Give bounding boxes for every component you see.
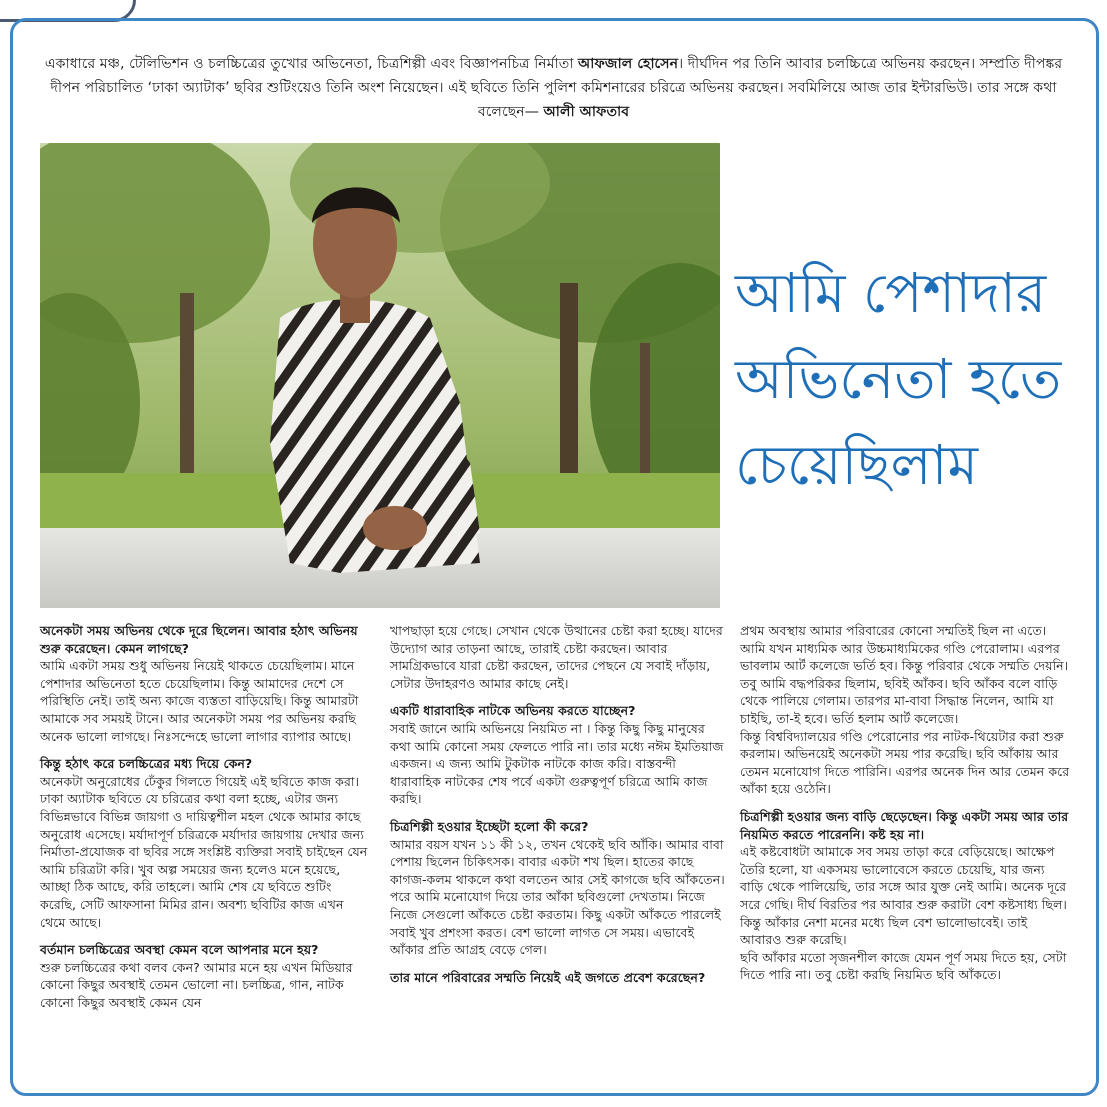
headline-line-1: আমি পেশাদার	[735, 261, 1047, 325]
column-3	[740, 622, 1070, 984]
intro-paragraph	[40, 52, 1067, 124]
headline	[735, 250, 1085, 508]
answer: আমি একটা সময় শুধু অভিনয় নিয়েই থাকতে চেয়েছিলাম। মানে পেশাদার অভিনেতা হতে চেয়েছিলাম। কিন্তু আমাদের দেশে সে পরিস্থিতি নেই। তাই অন্য কাজে ব্যস্ততা বাড়িয়েছি। কিন্তু আমারটা আমাকে সব সময়ই টানে। আর অনেকটা সময় পর অভিনয় করছি অনেক ভালো লাগছে। নিঃসন্দেহে ভালো লাগার ব্যাপার আছে।	[40, 658, 359, 744]
answer: প্রথম অবস্থায় আমার পরিবারের কোনো সম্মতিই ছিল না এতে। আমি যখন মাধ্যমিক আর উচ্চমাধ্যমিকের গণ্ডি পেরোলাম। এরপর ভাবলাম আর্ট কলেজে ভর্তি হব। কিন্তু পরিবার থেকে সম্মতি দেয়নি। তবু আমি বদ্ধপরিকর ছিলাম, ছবিই আঁকব। ছবি আঁকব বলে বাড়ি থেকে পালিয়ে গেলাম। তারপর মা-বাবা সিদ্ধান্ত নিলেন, আমি যা চাইছি, তা-ই হবে। ভর্তি হলাম আর্ট কলেজে। কিন্তু বিশ্ববিদ্যালয়ের গণ্ডি পেরোনোর পর নাটক-থিয়েটার করা শুরু করলাম। অভিনয়েই অনেকটা সময় পার করেছি। ছবি আঁকায় আর তেমন মনোযোগ দিতে পারিনি। এরপর অনেক দিন আর তেমন করে আঁকা হয়ে ওঠেনি।	[740, 623, 1070, 797]
intro-text-1: একাধারে মঞ্চ, টেলিভিশন ও চলচ্চিত্রের তুখোর অভিনেতা, চিত্রশিল্পী এবং বিজ্ঞাপনচিত্র নির্মাতা	[44, 56, 578, 72]
column-2	[390, 622, 728, 986]
answer: এই কষ্টবোধটা আমাকে সব সময় তাড়া করে বেড়িয়েছে। আক্ষেপ তৈরি হলো, যা একসময় ভালোবেসে করতে চেয়েছি, যার জন্য বাড়ি থেকে পালিয়েছি, তার সঙ্গে আর যুক্ত নেই আমি। অনেক দূরে সরে গেছি। দীর্ঘ বিরতির পর আবার শুরু করাটা বেশ কষ্টসাধ্য ছিল। কিন্তু আঁকার নেশা মনের মধ্যে ছিল বেশ ভালোভাবেই। তাই আবারও শুরু করেছি। ছবি আঁকার মতো সৃজনশীল কাজে যেমন পূর্ণ সময় দিতে হয়, সেটা দিতে পারি না। তবু চেষ্টা করছি নিয়মিত ছবি আঁকতে।	[740, 844, 1067, 983]
answer: শুরু চলচ্চিত্রের কথা বলব কেন? আমার মনে হয় এখন মিডিয়ার কোনো কিছুর অবস্থাই তেমন ভোলো না। চলচ্চিত্র, গান, নাটক কোনো কিছুর অবস্থাই কেমন যেন	[40, 959, 353, 1010]
headline-line-3: চেয়েছিলাম	[735, 433, 979, 497]
question: কিন্তু হঠাৎ করে চলচ্চিত্রের মধ্য দিয়ে কেন?	[40, 756, 253, 772]
answer: সবাই জানে আমি অভিনয়ে নিয়মিত না । কিন্তু কিছু কিছু মানুষের কথা আমি কোনো সময় ফেলতে পারি না। তার মধ্যে নঈম ইমতিয়াজ একজন। এ জন্য আমি টুকটাক নাটকে কাজ করি। বাস্তবন্দী ধারাবাহিক নাটকের শেষ পর্বে একটা গুরুত্বপূর্ণ চরিত্রে আমি কাজ করছি।	[390, 720, 724, 807]
interviewer-name: আলী আফতাব	[543, 104, 630, 120]
answer: আমার বয়স যখন ১১ কী ১২, তখন থেকেই ছবি আঁকি। আমার বাবা পেশায় ছিলেন চিকিৎসক। বাবার একটা শখ ছিল। হাতের কাছে কাগজ-কলম থাকলে কথা বলতেন আর সেই কাগজে ছবি আঁকতেন। পরে আমি মনোযোগ দিয়ে তার আঁকা ছবিগুলো দেখতাম। নিজে নিজে সেগুলো আঁকতে চেষ্টা করতাম। কিছু একটা আঁকতে পারলেই সবাই খুব প্রশংসা করত। বেশ ভালো লাগত সে সময়। এভাবেই আঁকার প্রতি আগ্রহ বেড়ে গেল।	[390, 836, 725, 958]
question: তার মানে পরিবারের সম্মতি নিয়েই এই জগতে প্রবেশ করেছেন?	[390, 969, 706, 985]
answer: অনেকটা অনুরোধের ঢেঁকুর গিলতে গিয়েই এই ছবিতে কাজ করা। ঢাকা অ্যাটাক ছবিতে যে চরিত্রের কথা বলা হচ্ছে, এটার জন্য বিভিন্নভাবে বিভিন্ন জায়গা ও দায়িত্বশীল মহল থেকে আমার কাছে অনুরোধ এসেছে। মর্যাদাপূর্ণ চরিত্রকে মর্যাদার জায়গায় দেখার জন্য নির্মাতা-প্রযোজক বা ছবির সঙ্গে সংশ্লিষ্ট ব্যক্তিরা সবাই চাইছেন যেন আমি চরিত্রটা করি। খুব অল্প সময়ের জন্য হলেও মনে হয়েছে, আচ্ছা ঠিক আছে, করি তাহলে। আমি শেষ যে ছবিতে শুটিং করেছি, সেটি আফসানা মিমির রান। অবশ্য ছবিটির কাজ এখন থেমে আছে।	[40, 773, 368, 930]
intro-text-2: । দীর্ঘদিন পর তিনি আবার চলচ্চিত্রে অভিনয় করছেন। সম্প্রতি দীপঙ্কর দীপন পরিচালিত ‘ঢাকা অ্যাটাক’ ছবির শুটিংয়েও তিনি অংশ নিয়েছেন। এই ছবিতে তিনি পুলিশ কমিশনারের চরিত্রে অভিনয় করছেন। সবমিলিয়ে আজ তার ইন্টারভিউ। তার সঙ্গে কথা বলেছেন—	[50, 56, 1063, 120]
headline-line-2: অভিনেতা হতে	[735, 347, 1062, 411]
answer: খাপছাড়া হয়ে গেছে। সেখান থেকে উত্থানের চেষ্টা করা হচ্ছে। যাদের উদ্যোগ আর তাড়না আছে, তারাই চেষ্টা করছেন। আবার সামগ্রিকভাবে যারা চেষ্টা করছেন, তাদের পেছনে যে সবাই দাঁড়ায়, সেটার উদাহরণও আমার কাছে নেই।	[390, 623, 723, 691]
question: বর্তমান চলচ্চিত্রের অবস্থা কেমন বলে আপনার মনে হয়?	[40, 942, 319, 958]
question: একটি ধারাবাহিক নাটকে অভিনয় করতে যাচ্ছেন?	[390, 703, 636, 719]
actor-photo	[40, 143, 720, 608]
actor-name: আফজাল হোসেন	[578, 56, 679, 72]
question: চিত্রশিল্পী হওয়ার ইচ্ছেটা হলো কী করে?	[390, 818, 589, 834]
column-1	[40, 622, 370, 1011]
question: অনেকটা সময় অভিনয় থেকে দূরে ছিলেন। আবার হঠাৎ অভিনয় শুরু করেছেন। কেমন লাগছে?	[40, 623, 358, 656]
question: চিত্রশিল্পী হওয়ার জন্য বাড়ি ছেড়েছেন। কিন্তু একটা সময় আর তার নিয়মিত করতে পারেননি। কষ্ট হয় না।	[740, 808, 1069, 842]
